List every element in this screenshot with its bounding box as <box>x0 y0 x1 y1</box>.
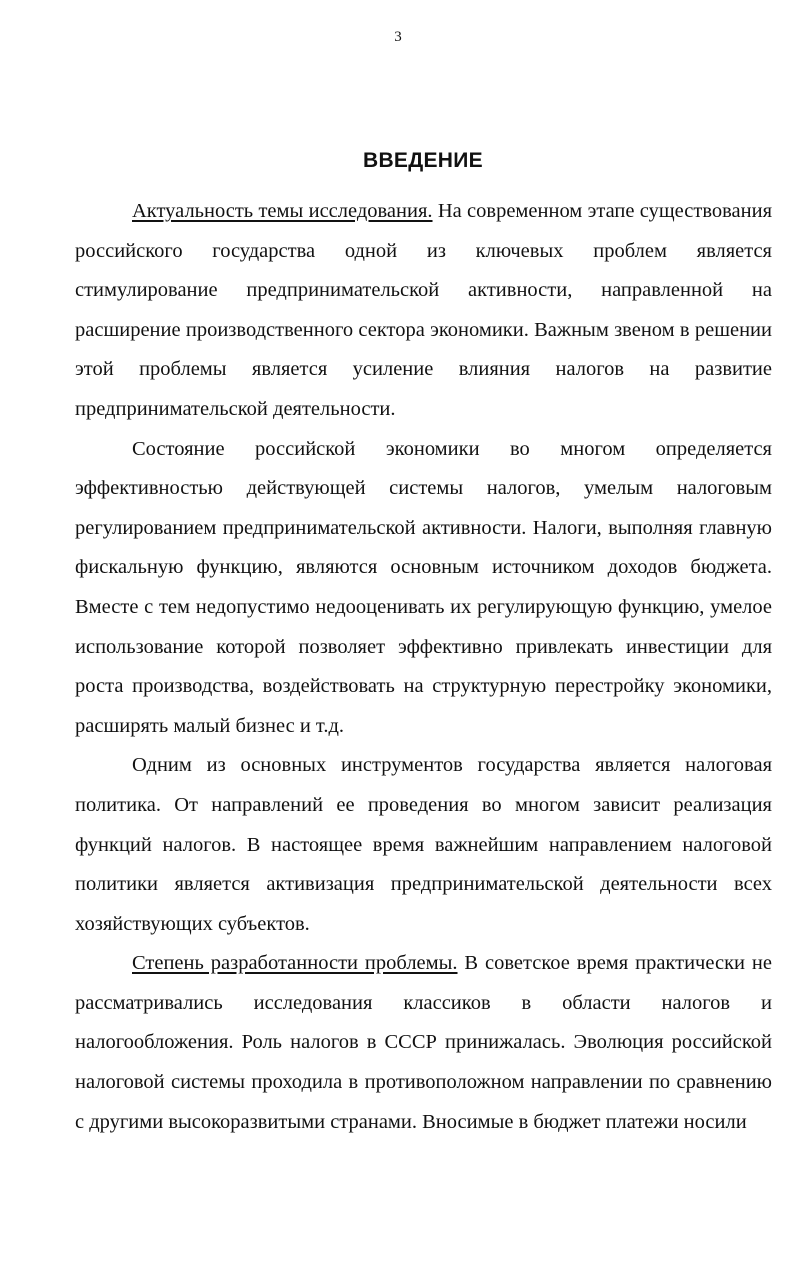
paragraph-text: Одним из основных инструментов государства является налоговая политика. От направлений ее проведения во многом зависит реализация функций налогов. В настоящее время важнейшим направлением налоговой политики является активизация предпринимательской деятельности всех хозяйствующих субъектов. <box>75 754 772 935</box>
paragraph-text: На современном этапе существования российского государства одной из ключевых проблем является стимулирование предпринимательской активности, направленной на расширение производственного сектора экономики. Важным звеном в решении этой проблемы является усиление влияния налогов на развитие предпринимательской деятельности. <box>75 200 773 420</box>
paragraph-relevance <box>75 192 772 430</box>
page-number: 3 <box>394 29 402 45</box>
paragraph-text: Состояние российской экономики во многом определяется эффективностью действующей системы налогов, умелым налоговым регулированием предпринимательской активности. Налоги, выполняя главную фискальную функцию, являются основным источником доходов бюджета. Вместе с тем недопустимо недооценивать их регулирующую функцию, умелое использование которой позволяет эффективно привлекать инвестиции для роста производства, воздействовать на структурную перестройку экономики, расширять малый бизнес и т.д. <box>75 437 772 737</box>
paragraph-economy-state <box>75 430 772 747</box>
body-text <box>75 192 772 1142</box>
paragraph-text: В советское время практически не рассматривались исследования классиков в области налогов и налогообложения. Роль налогов в СССР принижалась. Эволюция российской налоговой системы проходила в противоположном направлении по сравнению с другими высокоразвитыми странами. Вносимые в бюджет платежи носили <box>75 952 772 1133</box>
section-title: ВВЕДЕНИЕ <box>363 149 483 172</box>
paragraph-tax-policy <box>75 746 772 944</box>
research-degree-heading: Степень разработанности проблемы. <box>132 952 458 975</box>
paragraph-research-degree <box>75 944 772 1142</box>
relevance-heading: Актуальность темы исследования. <box>132 200 433 222</box>
